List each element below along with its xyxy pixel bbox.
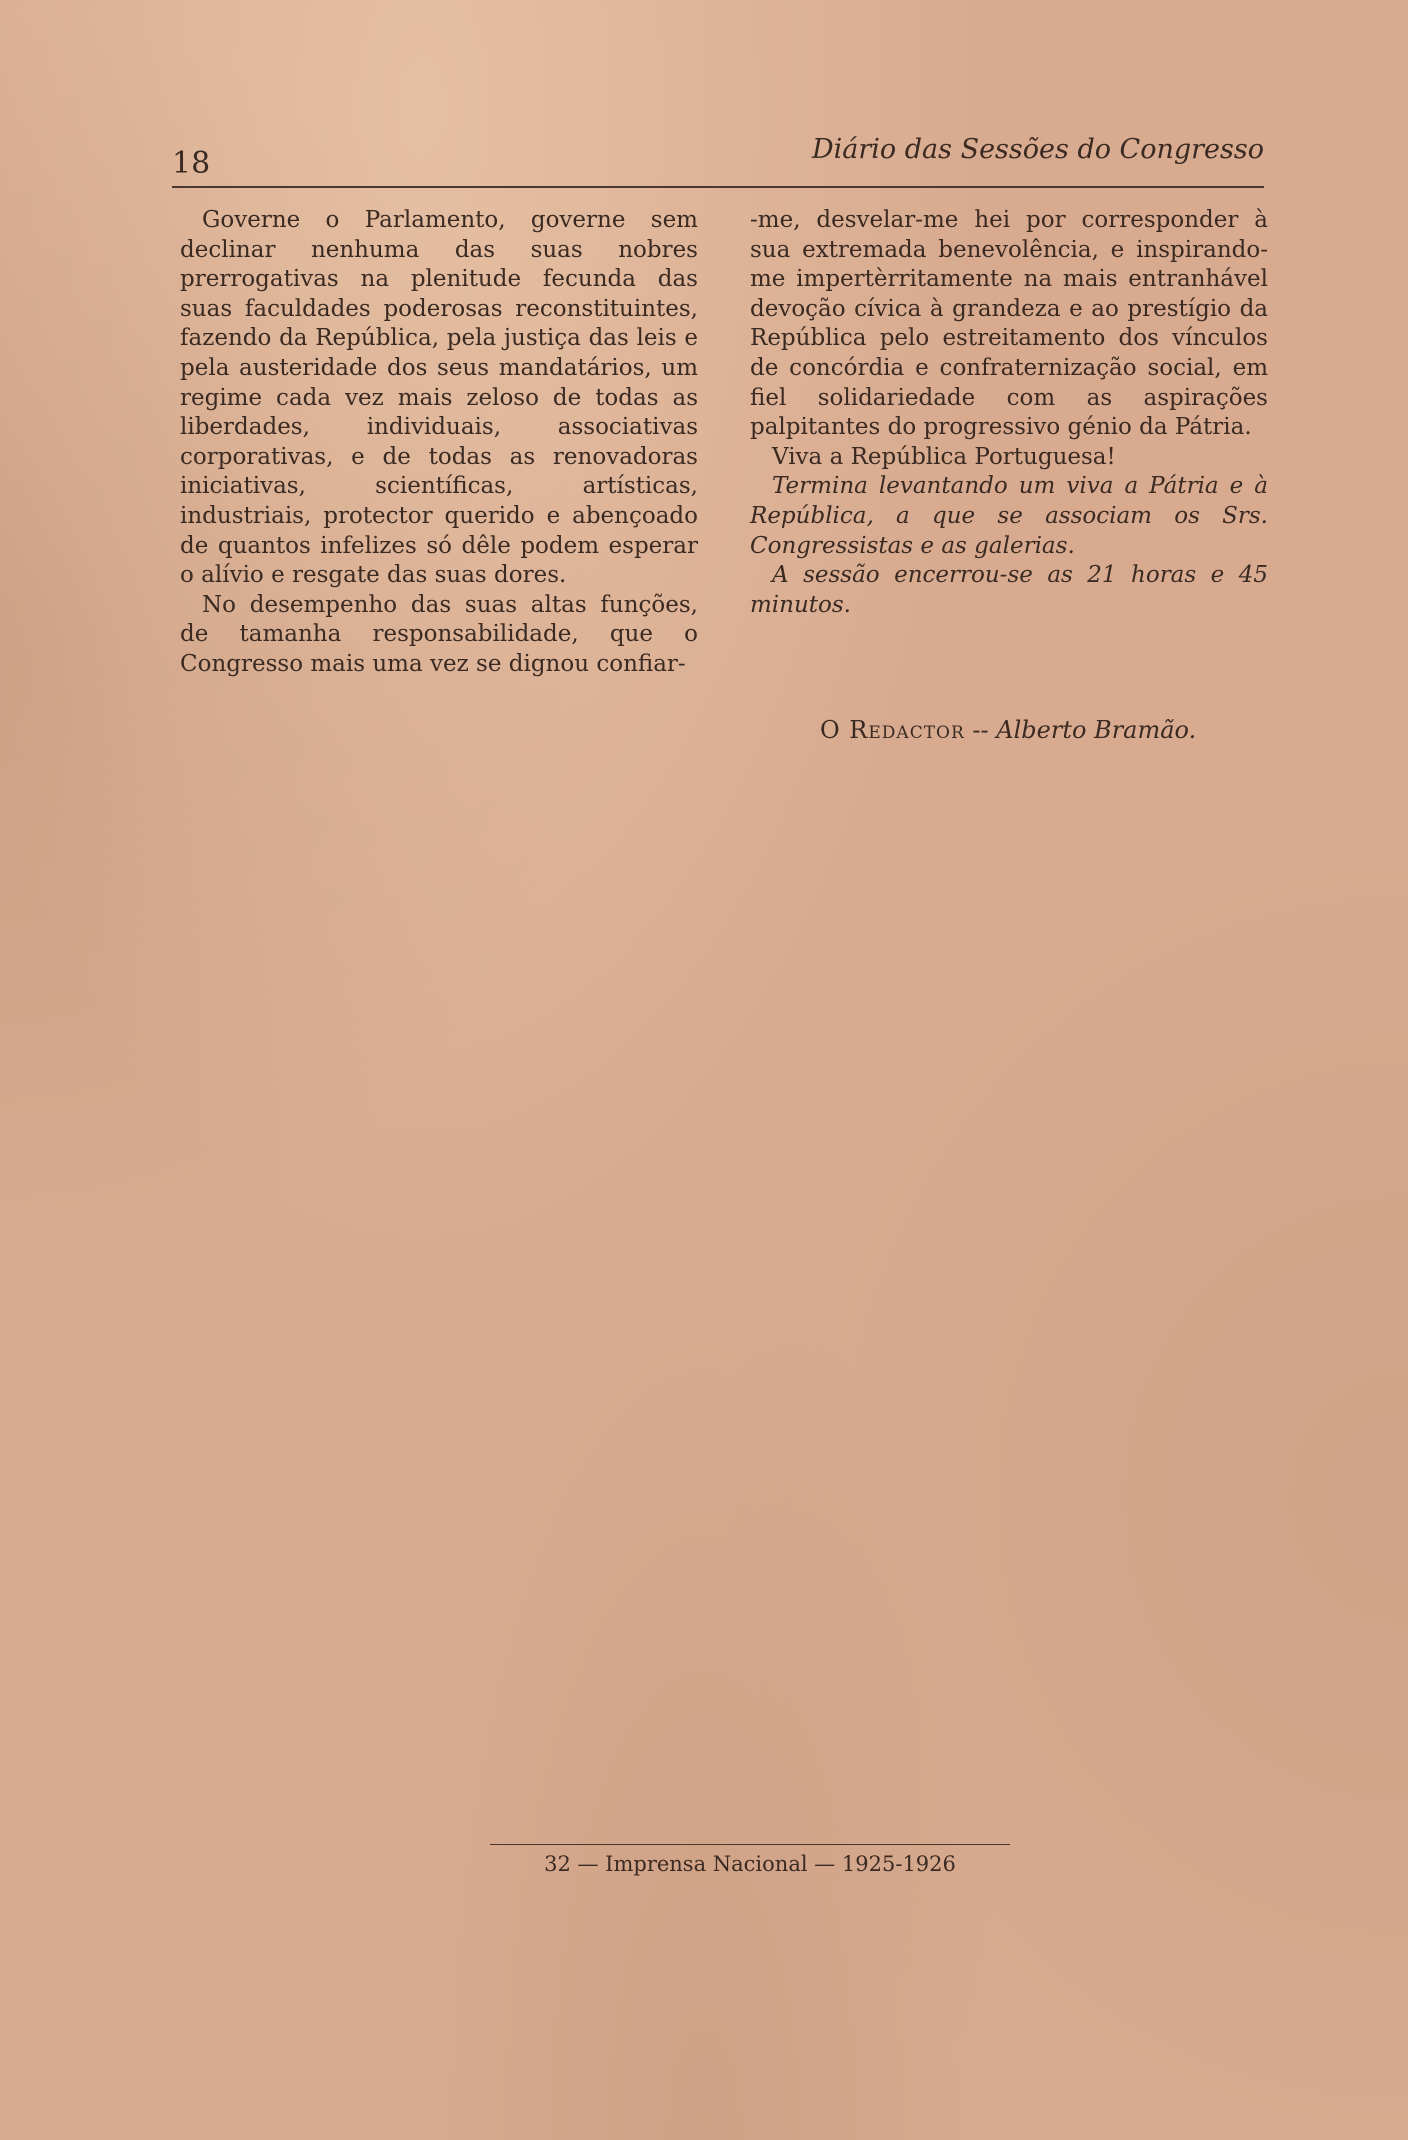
signature-role: O Redactor: [820, 716, 965, 744]
header-rule: [172, 186, 1264, 188]
editor-signature: [820, 716, 1196, 744]
signature-separator: --: [972, 716, 989, 744]
right-paragraph-3: Termina levantando um viva a Pátria e à República, a que se associam os Srs. Congressistas e as galerias.: [750, 473, 1268, 559]
right-paragraph-1: -me, desvelar-me hei por corresponder à sua extremada benevolência, e inspirando-me impertèrritamente na mais entranhável devoção cívica à grandeza e ao prestígio da República pelo estreitamento dos vínculos de concórdia e confraternização social, em fiel solidariedade com as aspirações palpitantes do progressivo génio da Pátria.: [750, 207, 1268, 441]
left-paragraph-1: Governe o Parlamento, governe sem declinar nenhuma das suas nobres prerrogativas na plenitude fecunda das suas faculdades poderosas reconstituintes, fazendo da República, pela justiça das leis e pela austeridade dos seus mandatários, um regime cada vez mais zeloso de todas as liberdades, individuais, associativas corporativas, e de todas as renovadoras iniciativas, scientíficas, artísticas, industriais, protector querido e abençoado de quantos infelizes só dêle podem esperar o alívio e resgate das suas dores.: [180, 207, 698, 589]
running-title: Diário das Sessões do Congresso: [812, 134, 1264, 165]
right-column: [750, 206, 1268, 620]
footer-rule: [490, 1844, 1010, 1845]
right-paragraph-4: A sessão encerrou-se as 21 horas e 45 minutos.: [750, 562, 1268, 618]
left-column: [180, 206, 698, 680]
page-header: [172, 132, 1264, 182]
right-paragraph-2: Viva a República Portuguesa!: [772, 443, 1116, 470]
signature-name: Alberto Bramão.: [996, 716, 1197, 744]
page-number: 18: [172, 146, 211, 181]
printer-imprint: 32 — Imprensa Nacional — 1925-1926: [544, 1852, 956, 1876]
left-paragraph-2: No desempenho das suas altas funções, de tamanha responsabilidade, que o Congresso mais uma vez se dignou confiar-: [180, 591, 698, 677]
